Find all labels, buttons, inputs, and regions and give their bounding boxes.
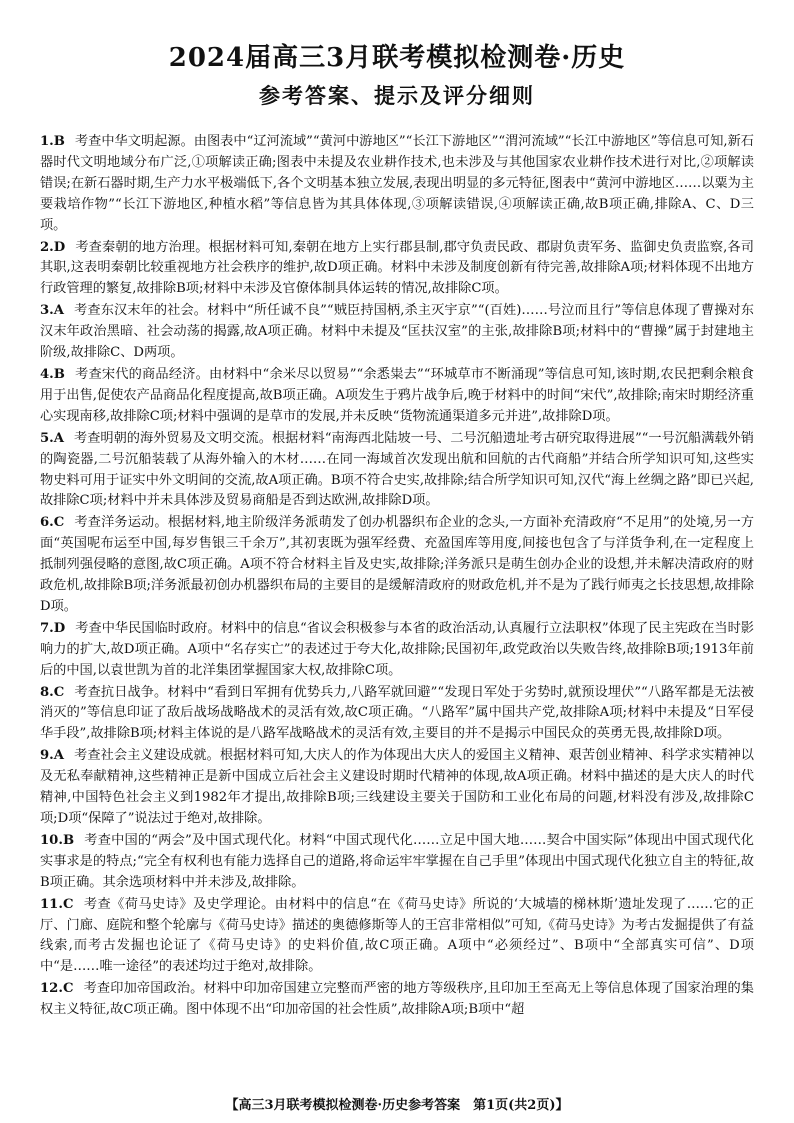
item-number: 7. [40, 620, 54, 636]
answer-item [40, 746, 754, 830]
item-explanation: 考查中华民国临时政府。材料中的信息“省议会积极参与本省的政治活动,认真履行立法职权”体现了民主宪政在当时影响力的扩大,故D项正确。A项中“名存实亡”的表述过于夸大化,故排除;民国初年,政党政治以失败告终,故排除B项;1913年前后的中国,以袁世凯为首的北洋集团掌握国家大权,故排除C项。 [40, 620, 754, 678]
item-explanation: 考查中国的“两会”及中国式现代化。材料“中国式现代化……立足中国大地……契合中国实际”体现出中国式现代化实事求是的特点;“完全有权利也有能力选择自己的道路,将命运牢牢掌握在自己手里”体现出中国式现代化独立自主的特征,故B项正确。其余选项材料中并未涉及,故排除。 [40, 832, 754, 890]
item-answer: A [53, 303, 65, 319]
item-number: 9. [40, 748, 54, 764]
item-number: 1. [40, 134, 54, 149]
answer-item [40, 979, 754, 1021]
item-answer: A [53, 430, 65, 446]
item-explanation: 考查印加帝国政治。材料中印加帝国建立完整而严密的地方等级秩序,且印加王至高无上等信息体现了国家治理的集权主义特征,故C项正确。图中体现不出“印加帝国的社会性质”,故排除A项;B项中“超 [40, 981, 754, 1018]
answer-item [40, 513, 754, 618]
item-number: 12. [40, 981, 63, 997]
item-number: 4. [40, 366, 54, 382]
item-answer: D [53, 620, 66, 636]
item-answer: C [53, 684, 65, 700]
item-number: 5. [40, 430, 54, 446]
item-explanation: 考查《荷马史诗》及史学理论。由材料中的信息“在《荷马史诗》所说的‘大城墙的梯林斯’遗址发现了……它的正厅、门廊、庭院和整个轮廓与《荷马史诗》描述的奥德修斯等人的王宫非常相似”可知,《荷马史诗》为考古发掘提供了有益线索,而考古发掘也论证了《荷马史诗》的史料价值,故C项正确。A项中“必须经过”、B项中“全部真实可信”、D项中“是……唯一途径”的表述均过于绝对,故排除。 [40, 896, 754, 975]
answer-item [40, 365, 754, 428]
page-footer: 【高三3月联考模拟检测卷·历史参考答案 第1页(共2页)】 [225, 1098, 569, 1113]
item-answer: B [62, 832, 75, 848]
answer-item [40, 238, 754, 301]
item-number: 8. [40, 684, 54, 700]
answer-item [40, 831, 754, 894]
item-answer: C [62, 981, 74, 997]
item-answer: A [53, 748, 65, 764]
item-answer: B [53, 366, 65, 382]
item-explanation: 考查明朝的海外贸易及文明交流。根据材料“南海西北陆坡一号、二号沉船遗址考古研究取得进展”“一号沉船满载外销的陶瓷器,二号沉船装载了从海外输入的木材……在同一海域首次发现出航和回航的古代商船”并结合所学知识可知,这些实物史料可用于证实中外文明间的交流,故A项正确。B项不符合史实,故排除;结合所学知识可知,汉代“海上丝绸之路”即已兴起,故排除C项;材料中并未具体涉及贸易商船是否到达欧洲,故排除D项。 [40, 430, 754, 509]
page-title: 2024届高三3月联考模拟检测卷·历史 [168, 43, 626, 73]
item-explanation: 考查洋务运动。根据材料,地主阶级洋务派萌发了创办机器织布企业的念头,一方面补充清政府“不足用”的处境,另一方面“英国呢布运至中国,每岁售银三千余万”,其初衷既为强军经费、充盈国库等用度,间接也包含了与洋货争利,在一定程度上抵制列强侵略的意图,故C项正确。A项不符合材料主旨及史实,故排除;洋务派只是萌生创办企业的设想,并未解决清政府的财政危机,故排除B项;洋务派最初创办机器织布局的主要目的是缓解清政府的财政危机,并不是为了践行师夷之长技思想,故排除D项。 [40, 515, 754, 614]
item-explanation: 考查抗日战争。材料中“看到日军拥有优势兵力,八路军就回避”“发现日军处于劣势时,就预设埋伏”“八路军都是无法被消灭的”等信息印证了敌后战场战略战术的灵活有效,故C项正确。“八路军”属中国共产党,故排除A项;材料中未提及“日军侵华手段”,故排除B项;材料主体说的是八路军战略战术的灵活有效,主要目的并不是揭示中国民众的英勇无畏,故排除D项。 [40, 684, 754, 742]
item-answer: C [62, 896, 74, 912]
item-number: 11. [40, 896, 63, 912]
item-number: 6. [40, 515, 54, 531]
item-explanation: 考查秦朝的地方治理。根据材料可知,秦朝在地方上实行郡县制,郡守负责民政、郡尉负责军务、监御史负责监察,各司其职,这表明秦朝比较重视地方社会秩序的维护,故D项正确。材料中未涉及制度创新有待完善,故排除A项;材料体现不出地方行政管理的繁复,故排除B项;材料中未涉及官僚体制具体运转的情况,故排除C项。 [40, 239, 754, 297]
answer-item [40, 429, 754, 513]
item-explanation: 考查社会主义建设成就。根据材料可知,大庆人的作为体现出大庆人的爱国主义精神、艰苦创业精神、科学求实精神以及无私奉献精神,这些精神正是新中国成立后社会主义建设时期时代精神的体现,故A项正确。材料中描述的是大庆人的时代精神,中国特色社会主义到1982年才提出,故排除B项;三线建设主要关于国防和工业化布局的问题,材料没有涉及,故排除C项;D项“保障了”说法过于绝对,故排除。 [40, 748, 754, 826]
answer-item [40, 132, 754, 237]
item-number: 2. [40, 239, 54, 255]
item-number: 3. [40, 303, 54, 319]
answer-item [40, 301, 754, 364]
item-explanation: 考查中华文明起源。由图表中“辽河流域”“黄河中游地区”“长江下游地区”“渭河流域”“长江中游地区”等信息可知,新石器时代文明地域分布广泛,①项解读正确;图表中未提及农业耕作技术,也未涉及与其他国家农业耕作技术进行对比,②项解读错误;在新石器时期,生产力水平极端低下,各个文明基本独立发展,表现出明显的多元特征,图表中“黄河中游地区……以粟为主要栽培作物”“长江下游地区,种植水稻”等信息皆为其具体体现,③项解读错误,④项解读正确,故B项正确,排除A、C、D三项。 [40, 134, 754, 233]
item-number: 10. [40, 832, 63, 848]
answer-item [40, 619, 754, 682]
answer-list [40, 132, 754, 1021]
page-subtitle: 参考答案、提示及评分细则 [259, 83, 535, 108]
item-explanation: 考查东汉末年的社会。材料中“所任诚不良”“贼臣持国柄,杀主灭宇京”“(百姓)……号泣而且行”等信息体现了曹操对东汉末年政治黑暗、社会动荡的揭露,故A项正确。材料中未提及“匡扶汉室”的主张,故排除B项;材料中的“曹操”属于封建地主阶级,故排除C、D两项。 [40, 303, 754, 361]
answer-item [40, 683, 754, 746]
item-answer: B [53, 134, 65, 149]
answer-item [40, 895, 754, 979]
item-explanation: 考查宋代的商品经济。由材料中“余米尽以贸易”“余悉粜去”“环城草市不断涌现”等信息可知,该时期,农民把剩余粮食用于出售,促使农产品商品化程度提高,故B项正确。A项发生于鸦片战争后,晚于材料中的时间“宋代”,故排除;南宋时期经济重心实现南移,故排除C项;材料中强调的是草市的发展,并未反映“货物流通渠道多元并进”,故排除D项。 [40, 366, 754, 424]
item-answer: D [53, 239, 66, 255]
item-answer: C [53, 515, 65, 531]
